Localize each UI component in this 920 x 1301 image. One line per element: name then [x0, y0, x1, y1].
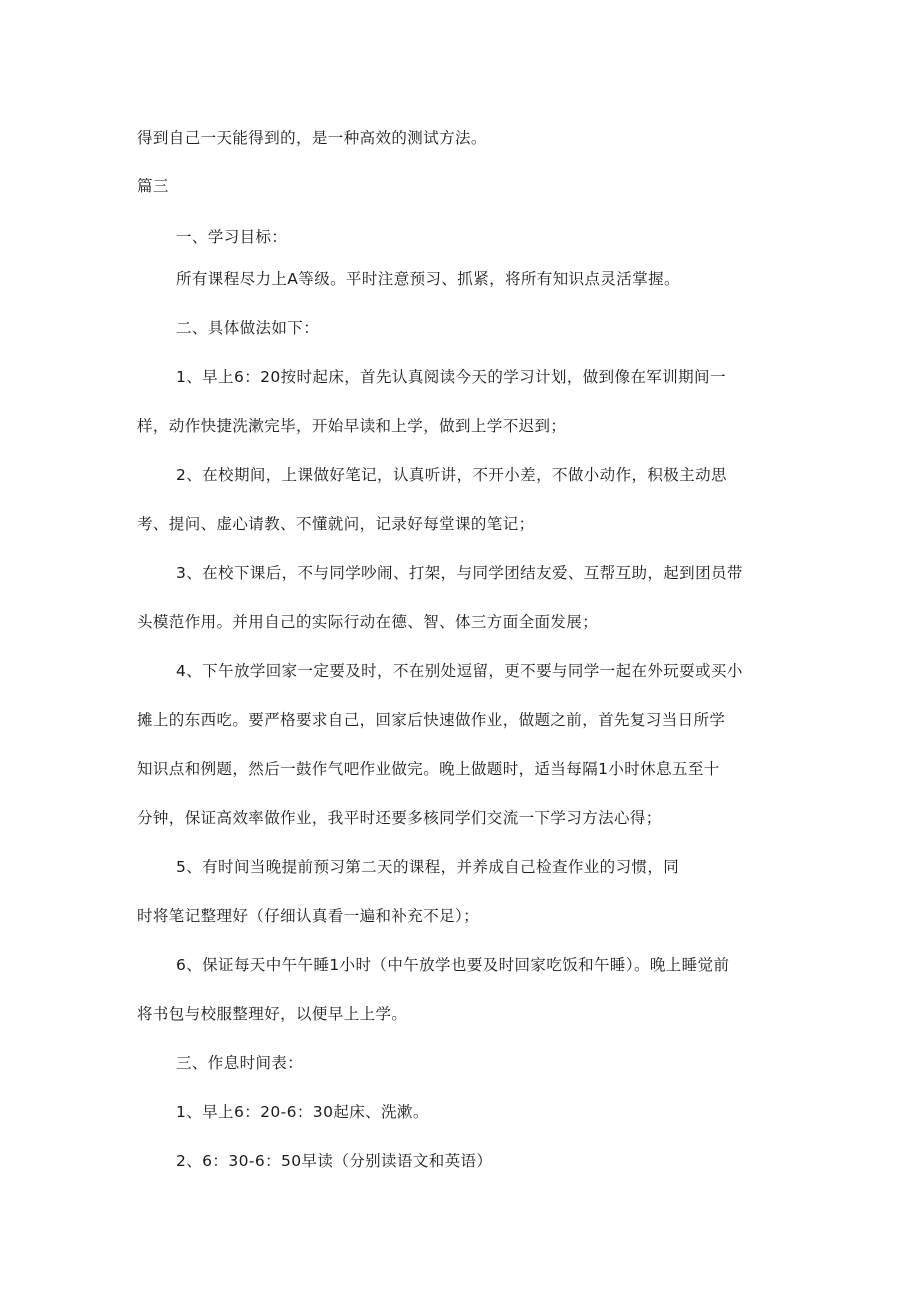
- schedule-item: 1、早上6：20-6：30起床、洗漱。: [176, 1103, 429, 1121]
- paragraph-line: 1、早上6：20按时起床，首先认真阅读今天的学习计划，做到像在军训期间一: [176, 368, 726, 386]
- paragraph-line: 得到自己一天能得到的，是一种高效的测试方法。: [137, 129, 487, 147]
- paragraph-line: 5、有时间当晚提前预习第二天的课程，并养成自己检查作业的习惯，同: [176, 858, 680, 876]
- paragraph-line: 考、提问、虚心请教、不懂就问，记录好每堂课的笔记；: [137, 515, 535, 533]
- schedule-item: 2、6：30-6：50早读（分别读语文和英语）: [176, 1152, 493, 1170]
- heading-schedule: 三、作息时间表：: [176, 1054, 304, 1072]
- paragraph-line: 知识点和例题，然后一鼓作气吧作业做完。晚上做题时，适当每隔1小时休息五至十: [137, 760, 720, 778]
- paragraph-line: 2、在校期间，上课做好笔记，认真听讲，不开小差，不做小动作，积极主动思: [176, 466, 727, 484]
- paragraph-line: 头模范作用。并用自己的实际行动在德、智、体三方面全面发展；: [137, 613, 599, 631]
- paragraph-line: 分钟，保证高效率做作业，我平时还要多核同学们交流一下学习方法心得；: [137, 809, 662, 827]
- paragraph-line: 将书包与校服整理好，以便早上上学。: [137, 1005, 408, 1023]
- section-heading: 篇三: [137, 177, 169, 195]
- paragraph-line: 所有课程尽力上A等级。平时注意预习、抓紧，将所有知识点灵活掌握。: [176, 270, 680, 288]
- paragraph-line: 4、下午放学回家一定要及时，不在别处逗留，更不要与同学一起在外玩耍或买小: [176, 662, 743, 680]
- paragraph-line: 6、保证每天中午午睡1小时（中午放学也要及时回家吃饭和午睡）。晚上睡觉前: [176, 956, 730, 974]
- paragraph-line: 时将笔记整理好（仔细认真看一遍和补充不足）；: [137, 907, 480, 925]
- heading-learning-goals: 一、学习目标：: [176, 228, 288, 246]
- paragraph-line: 样，动作快捷洗漱完毕，开始早读和上学，做到上学不迟到；: [137, 417, 567, 435]
- heading-methods: 二、具体做法如下：: [176, 319, 320, 337]
- paragraph-line: 3、在校下课后，不与同学吵闹、打架，与同学团结友爱、互帮互助，起到团员带: [176, 564, 743, 582]
- paragraph-line: 摊上的东西吃。要严格要求自己，回家后快速做作业，做题之前，首先复习当日所学: [137, 711, 726, 729]
